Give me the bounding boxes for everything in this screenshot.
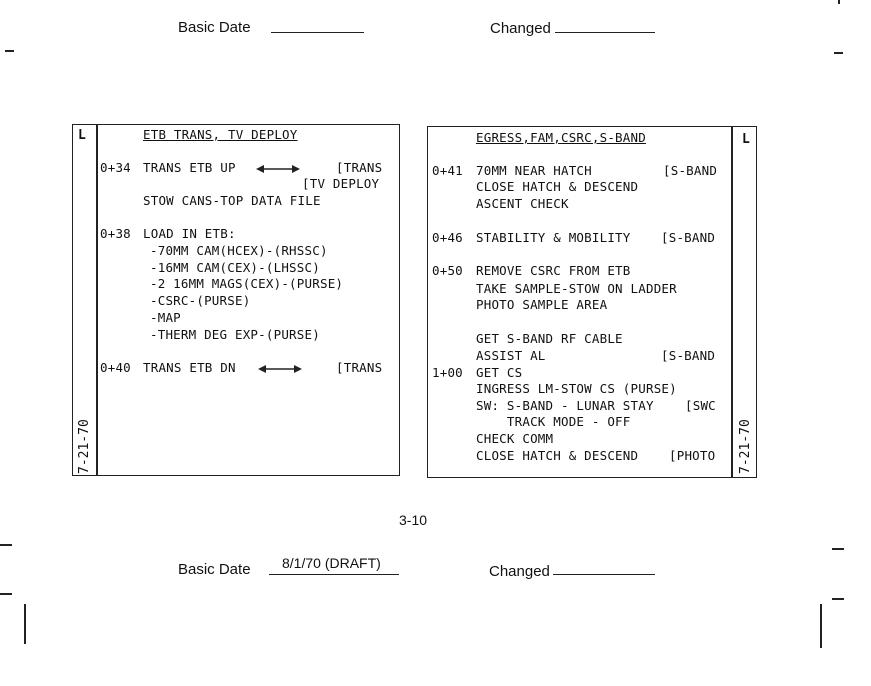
checklist-step: -MAP [150, 310, 181, 325]
header-changed-label: Changed [490, 20, 551, 37]
header-changed-line [555, 32, 655, 33]
checklist-step: REMOVE CSRC FROM ETB [476, 263, 631, 278]
checklist-step: LOAD IN ETB: [143, 226, 236, 241]
checklist-time: 0+41 [432, 163, 463, 178]
checklist-ref: [S-BAND [661, 230, 716, 245]
double-arrow-icon [256, 164, 300, 174]
crop-mark [820, 604, 822, 648]
crop-mark [5, 50, 14, 52]
checklist-step: CHECK COMM [476, 431, 554, 446]
checklist-ref: [TRANS [336, 160, 383, 175]
checklist-time: 0+40 [100, 360, 131, 375]
header-basic-date-label: Basic Date [178, 19, 251, 36]
checklist-ref: [S-BAND [663, 163, 718, 178]
header-basic-date-line [271, 32, 364, 33]
crop-mark [0, 593, 12, 595]
checklist-step: TAKE SAMPLE-STOW ON LADDER [476, 281, 677, 296]
checklist-time: 1+00 [432, 365, 463, 380]
checklist-time: 0+34 [100, 160, 131, 175]
footer-changed-line [553, 574, 655, 575]
checklist-step: STOW CANS-TOP DATA FILE [143, 193, 321, 208]
checklist-ref: [TV DEPLOY [302, 176, 380, 191]
left-panel-title: ETB TRANS, TV DEPLOY [143, 127, 298, 142]
page-number: 3-10 [399, 512, 428, 528]
crop-mark [832, 598, 844, 600]
checklist-step: CLOSE HATCH & DESCEND [476, 448, 639, 463]
footer-basic-date-value: 8/1/70 (DRAFT) [282, 555, 381, 571]
checklist-step: 70MM NEAR HATCH [476, 163, 592, 178]
double-arrow-icon [258, 364, 302, 374]
checklist-ref: [SWC [685, 398, 716, 413]
checklist-step: -16MM CAM(CEX)-(LHSSC) [150, 260, 320, 275]
checklist-step: GET CS [476, 365, 523, 380]
checklist-step: TRANS ETB DN [143, 360, 236, 375]
checklist-step: TRACK MODE - OFF [476, 414, 631, 429]
checklist-step: -THERM DEG EXP-(PURSE) [150, 327, 320, 342]
checklist-step: -70MM CAM(HCEX)-(RHSSC) [150, 243, 328, 258]
checklist-step: CLOSE HATCH & DESCEND [476, 179, 639, 194]
checklist-step: GET S-BAND RF CABLE [476, 331, 623, 346]
footer-changed-label: Changed [489, 563, 550, 580]
checklist-step: -CSRC-(PURSE) [150, 293, 251, 308]
checklist-time: 0+50 [432, 263, 463, 278]
crop-mark [834, 52, 843, 54]
footer-basic-date-label: Basic Date [178, 561, 251, 578]
checklist-step: SW: S-BAND - LUNAR STAY [476, 398, 654, 413]
checklist-ref: [S-BAND [661, 348, 716, 363]
checklist-ref: [PHOTO [669, 448, 716, 463]
checklist-step: INGRESS LM-STOW CS (PURSE) [476, 381, 677, 396]
left-panel-divider [96, 124, 98, 476]
checklist-step: ASSIST AL [476, 348, 546, 363]
checklist-time: 0+38 [100, 226, 131, 241]
checklist-step: PHOTO SAMPLE AREA [476, 297, 608, 312]
checklist-ref: [TRANS [336, 360, 383, 375]
crop-mark [24, 604, 26, 644]
crop-mark [832, 548, 844, 550]
checklist-time: 0+46 [432, 230, 463, 245]
right-panel-side-date: 7-21-70 [738, 419, 753, 474]
footer-basic-date-line [269, 574, 399, 575]
right-panel-divider [731, 126, 733, 478]
checklist-step: -2 16MM MAGS(CEX)-(PURSE) [150, 276, 344, 291]
left-panel-corner-mark: L [78, 128, 86, 143]
left-panel-side-date: 7-21-70 [77, 419, 92, 474]
checklist-step: STABILITY & MOBILITY [476, 230, 631, 245]
crop-mark [0, 544, 12, 546]
checklist-step: ASCENT CHECK [476, 196, 569, 211]
right-panel-title: EGRESS,FAM,CSRC,S-BAND [476, 130, 646, 145]
right-panel-corner-mark: L [742, 132, 750, 147]
checklist-step: TRANS ETB UP [143, 160, 236, 175]
crop-mark [838, 0, 840, 4]
